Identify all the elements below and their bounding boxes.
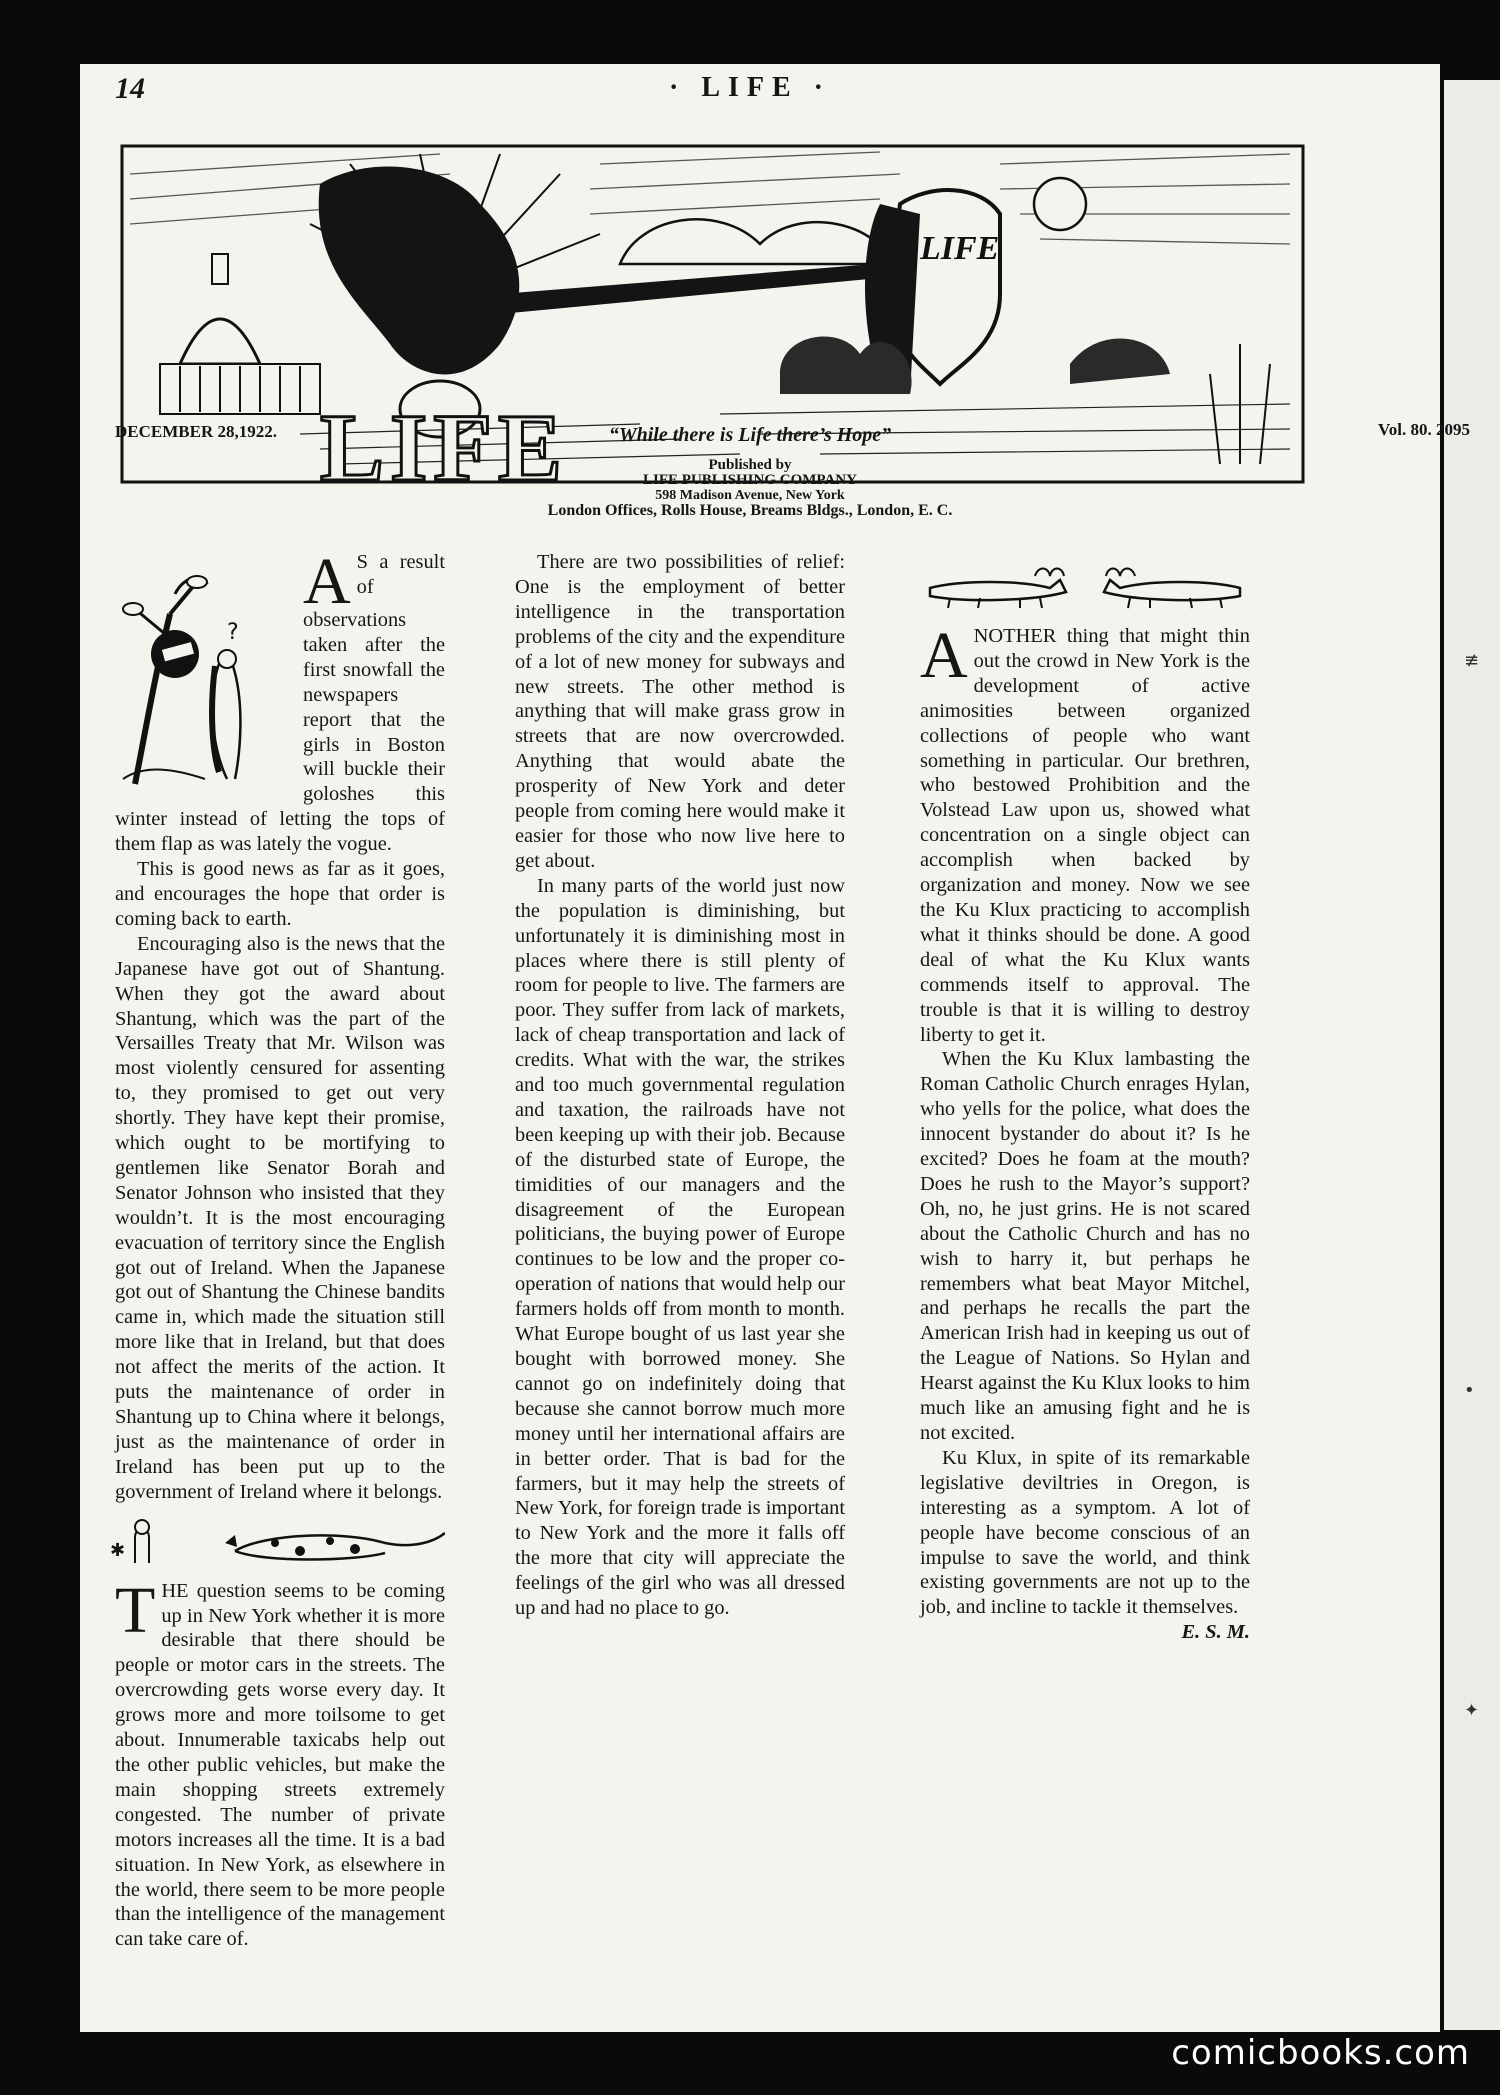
london-offices: London Offices, Rolls House, Breams Bldgs., London, E. C. <box>547 502 953 519</box>
paragraph-8: When the Ku Klux lambasting the Roman Catholic Church enrages Hylan, who yells for the police, what does the innocent bystander do about it? Is he excited? Does he foam at the mouth? Does he rush to the Mayor’s support? Oh, no, he just grins. He is not scared about the Catholic Church and has no wish to harry it, but perhaps he remembers what beat Mayor Mitchel, and perhaps he recalls the part the American Irish had in keeping us out of the League of Nations. So Hylan and Hearst against the Ku Klux looks to him much like an amusing fight and he is not excited. <box>920 1048 1250 1444</box>
article-column-2 <box>515 550 845 1621</box>
apple-tree-eve-illustration <box>115 554 295 789</box>
issue-date: DECEMBER 28,1922. <box>115 422 277 441</box>
adjacent-page-edge <box>1444 80 1500 2030</box>
drop-cap: T <box>115 1573 156 1647</box>
paragraph-9: Ku Klux, in spite of its remarkable legislative deviltries in Oregon, is interesting as a symptom. A lot of people have become conscious of an impulse to save the world, and think existing governments are not up to the job, and incline to tackle it themselves. E. S. M. <box>920 1446 1250 1644</box>
masthead: · LIFE · <box>668 72 832 103</box>
volume-number: Vol. 80. 2095 <box>1378 420 1470 439</box>
publisher-info <box>0 458 1500 518</box>
dachshund-ornament <box>920 558 1250 616</box>
drop-cap: A <box>303 545 351 618</box>
article-column-1 <box>115 545 445 1952</box>
article-column-3 <box>920 550 1250 1645</box>
cat-bird-ornament <box>115 1513 445 1571</box>
published-by: Published by <box>708 457 792 473</box>
publisher-name: LIFE PUBLISHING COMPANY <box>643 472 857 488</box>
paragraph-7: ANOTHER thing that might thin out the crowd in New York is the development of active animosities between organized collections of people who want something in particular. Our brethren, who bestowed Prohibition and the Volstead Law upon us, showed what concentration on a single object can accomplish when backed by organization and money. Now we see the Ku Klux practicing to accomplish what it thinks should be done. A good deal of what the Ku Klux wants commends itself to approval. The trouble is that it is willing to destroy liberty to get it. <box>920 619 1250 1046</box>
svg-text:?: ? <box>227 620 239 645</box>
ink-mark: ✱ <box>110 1540 126 1560</box>
drop-cap: A <box>920 619 968 692</box>
page-number: 14 <box>115 72 145 105</box>
banner-life-lettering: LIFE <box>320 394 569 484</box>
author-signature: E. S. M. <box>1181 1621 1250 1644</box>
publisher-address: 598 Madison Avenue, New York <box>655 488 845 503</box>
paragraph-2: This is good news as far as it goes, and encourages the hope that order is coming back to earth. <box>115 858 445 930</box>
edge-marks: ≢ • ✦ <box>1464 650 1480 1721</box>
motto: “While there is Life there’s Hope” <box>608 424 892 446</box>
paragraph-3: Encouraging also is the news that the Japanese have got out of Shantung. When they got the award about Shantung, which was the part of the Versailles Treaty that Mr. Wilson was most violently censured for assenting to, they promised to get out very shortly. They have kept their promise, which ought to be mortifying to gentlemen like Senator Borah and Senator Johnson who insisted that they wouldn’t. It is the most encouraging evacuation of territory since the English got out of Ireland. When the Japanese got out of Shantung the Chinese bandits came in, which made the situation still more like that in Ireland, but that does not affect the merits of the action. It puts the maintenance of order in Shantung up to China where it belongs, just as the maintenance of order in Ireland has been put up to the government of Ireland where it belongs. <box>115 932 445 1503</box>
paragraph-1: A S a result of observations taken after the first snowfall the newspapers report that the girls in Boston will buckle their goloshes this winter instead of letting the tops of them flap as was lately the vogue. <box>115 545 445 856</box>
shield-lettering: LIFE <box>920 230 1000 267</box>
paragraph-6: In many parts of the world just now the population is diminishing, but unfortunately it is diminishing most in places where there is still plenty of room for people to live. The farmers are poor. They suffer from lack of markets, lack of cheap transportation and lack of credits. What with the war, the strikes and too much governmental regulation and taxation, the railroads have not been keeping up with their job. Because of the disturbed state of Europe, the timidities of our managers and the disagreement of the European politicians, the buying power of Europe continues to be low and the proper co-operation of nations that would help our farmers holds off from month to month. What Europe bought of us last year she bought with borrowed money. She cannot go on indefinitely doing that because she cannot borrow much more money until her international affairs are in better order. That is bad for the farmers, but it may help the streets of New York, for foreign trade is important to New York and the more it falls off the more that city will appreciate the feelings of the girl who was all dressed up and had no place to go. <box>515 874 845 1620</box>
paragraph-4: THE question seems to be coming up in New York whether it is more desirable that there should be people or motor cars in the streets. The overcrowding gets worse every day. It grows more and more toilsome to get about. Innumerable taxicabs help out the other public vehicles, but make the main shopping streets extremely congested. The number of private motors increases all the time. It is a bad situation. In New York, as elsewhere in the world, there seem to be more people than the intelligence of the management can take care of. <box>115 1573 445 1951</box>
paragraph-5: There are two possibilities of relief: One is the employment of better intelligence in the transportation problems of the city and the expenditure of a lot of new money for subways and new streets. The other method is anything that will make grass grow in streets that are now overcrowded. Anything that would abate the prosperity of New York and deter people from coming here would make it easier for those who now live here to get about. <box>515 551 845 872</box>
watermark: comicbooks.com <box>1171 2033 1470 2073</box>
